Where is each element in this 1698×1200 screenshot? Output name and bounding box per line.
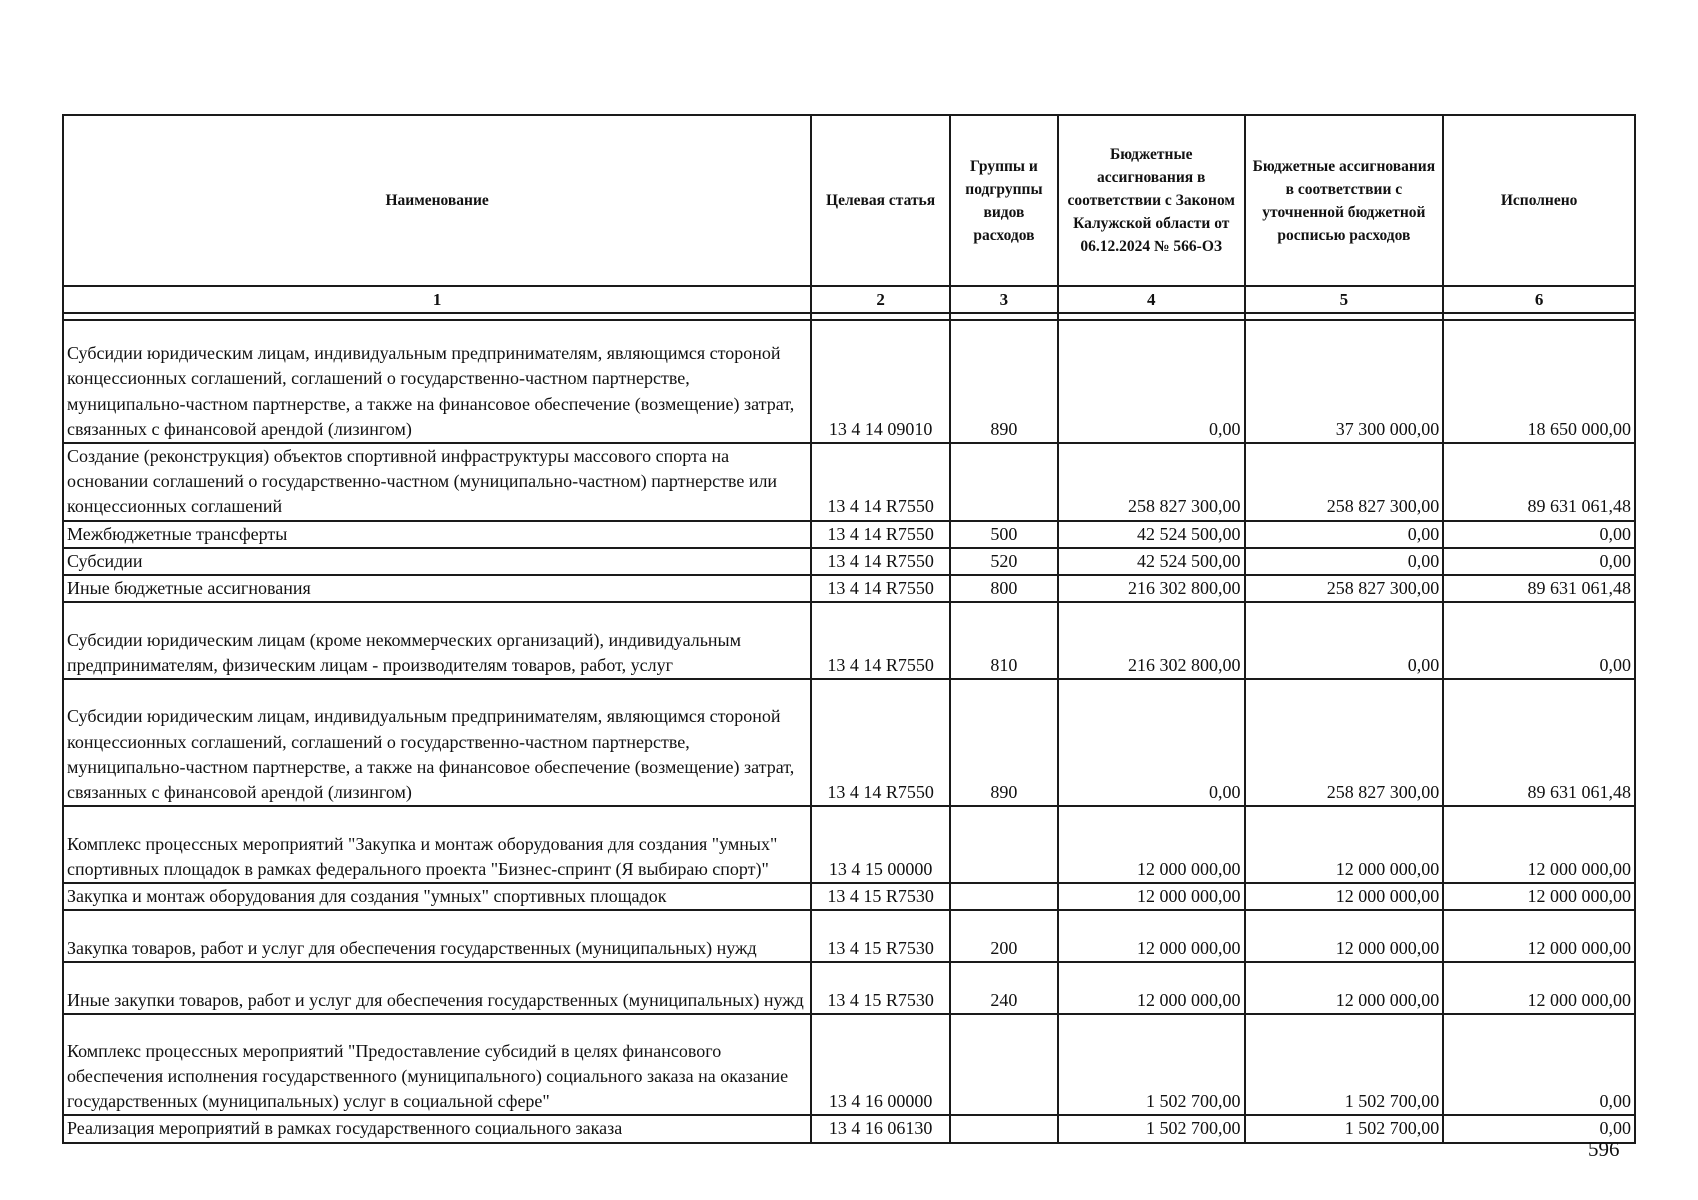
row-refined-amount: 0,00 bbox=[1245, 548, 1444, 575]
row-name: Иные закупки товаров, работ и услуг для обеспечения государственных (муниципальных) нужд bbox=[63, 962, 811, 1014]
row-executed-amount: 12 000 000,00 bbox=[1443, 962, 1635, 1014]
row-name: Реализация мероприятий в рамках государственного социального заказа bbox=[63, 1115, 811, 1142]
row-law-amount: 12 000 000,00 bbox=[1058, 962, 1245, 1014]
column-number: 3 bbox=[950, 286, 1058, 313]
row-target-article: 13 4 14 09010 bbox=[811, 320, 950, 443]
row-law-amount: 1 502 700,00 bbox=[1058, 1115, 1245, 1142]
column-number: 2 bbox=[811, 286, 950, 313]
row-name: Субсидии bbox=[63, 548, 811, 575]
row-expense-group: 240 bbox=[950, 962, 1058, 1014]
row-target-article: 13 4 14 R7550 bbox=[811, 679, 950, 806]
header-executed: Исполнено bbox=[1443, 115, 1635, 286]
row-law-amount: 12 000 000,00 bbox=[1058, 806, 1245, 883]
row-law-amount: 216 302 800,00 bbox=[1058, 575, 1245, 602]
row-law-amount: 42 524 500,00 bbox=[1058, 521, 1245, 548]
row-name: Создание (реконструкция) объектов спортивной инфраструктуры массового спорта на основании соглашений о государственно-частном (муниципально-частном) партнерстве или концессионных соглашений bbox=[63, 443, 811, 521]
row-expense-group bbox=[950, 1115, 1058, 1142]
row-expense-group bbox=[950, 883, 1058, 910]
row-target-article: 13 4 15 R7530 bbox=[811, 910, 950, 962]
row-expense-group bbox=[950, 443, 1058, 521]
budget-table bbox=[62, 114, 1636, 1144]
row-name: Закупка товаров, работ и услуг для обеспечения государственных (муниципальных) нужд bbox=[63, 910, 811, 962]
row-target-article: 13 4 14 R7550 bbox=[811, 575, 950, 602]
row-refined-amount: 258 827 300,00 bbox=[1245, 575, 1444, 602]
row-law-amount: 258 827 300,00 bbox=[1058, 443, 1245, 521]
header-refined-allocations: Бюджетные ассигнования в соответствии с уточненной бюджетной росписью расходов bbox=[1245, 115, 1444, 286]
row-name: Комплекс процессных мероприятий "Закупка и монтаж оборудования для создания "умных" спортивных площадок в рамках федерального проекта "Бизнес-спринт (Я выбираю спорт)" bbox=[63, 806, 811, 883]
row-name: Субсидии юридическим лицам, индивидуальным предпринимателям, являющимся стороной концессионных соглашений, соглашений о государственно-частном партнерстве, муниципально-частном партнерстве, а также на финансовое обеспечение (возмещение) затрат, связанных с финансовой арендой (лизингом) bbox=[63, 320, 811, 443]
table-row bbox=[63, 575, 1635, 602]
table-row bbox=[63, 962, 1635, 1014]
row-executed-amount: 89 631 061,48 bbox=[1443, 679, 1635, 806]
row-name: Субсидии юридическим лицам (кроме некоммерческих организаций), индивидуальным предпринимателям, физическим лицам - производителям товаров, работ, услуг bbox=[63, 602, 811, 679]
row-executed-amount: 0,00 bbox=[1443, 1014, 1635, 1115]
row-name: Субсидии юридическим лицам, индивидуальным предпринимателям, являющимся стороной концессионных соглашений, соглашений о государственно-частном партнерстве, муниципально-частном партнерстве, а также на финансовое обеспечение (возмещение) затрат, связанных с финансовой арендой (лизингом) bbox=[63, 679, 811, 806]
row-name: Межбюджетные трансферты bbox=[63, 521, 811, 548]
table-row bbox=[63, 910, 1635, 962]
row-target-article: 13 4 14 R7550 bbox=[811, 521, 950, 548]
row-law-amount: 1 502 700,00 bbox=[1058, 1014, 1245, 1115]
row-refined-amount: 12 000 000,00 bbox=[1245, 806, 1444, 883]
header-law-allocations: Бюджетные ассигнования в соответствии с Законом Калужской области от 06.12.2024 № 566-ОЗ bbox=[1058, 115, 1245, 286]
row-name: Закупка и монтаж оборудования для создания "умных" спортивных площадок bbox=[63, 883, 811, 910]
header-expense-groups: Группы и подгруппы видов расходов bbox=[950, 115, 1058, 286]
row-expense-group: 890 bbox=[950, 320, 1058, 443]
column-number: 4 bbox=[1058, 286, 1245, 313]
row-executed-amount: 89 631 061,48 bbox=[1443, 443, 1635, 521]
table-row bbox=[63, 443, 1635, 521]
header-name: Наименование bbox=[63, 115, 811, 286]
row-target-article: 13 4 14 R7550 bbox=[811, 548, 950, 575]
row-refined-amount: 1 502 700,00 bbox=[1245, 1115, 1444, 1142]
row-law-amount: 216 302 800,00 bbox=[1058, 602, 1245, 679]
row-executed-amount: 89 631 061,48 bbox=[1443, 575, 1635, 602]
row-name: Иные бюджетные ассигнования bbox=[63, 575, 811, 602]
row-expense-group: 520 bbox=[950, 548, 1058, 575]
row-expense-group: 800 bbox=[950, 575, 1058, 602]
row-target-article: 13 4 14 R7550 bbox=[811, 443, 950, 521]
row-law-amount: 12 000 000,00 bbox=[1058, 883, 1245, 910]
row-refined-amount: 12 000 000,00 bbox=[1245, 962, 1444, 1014]
row-expense-group bbox=[950, 1014, 1058, 1115]
row-target-article: 13 4 15 R7530 bbox=[811, 883, 950, 910]
page-number: 596 bbox=[1588, 1137, 1620, 1161]
table-row bbox=[63, 548, 1635, 575]
row-refined-amount: 37 300 000,00 bbox=[1245, 320, 1444, 443]
row-target-article: 13 4 14 R7550 bbox=[811, 602, 950, 679]
table-row bbox=[63, 806, 1635, 883]
row-executed-amount: 18 650 000,00 bbox=[1443, 320, 1635, 443]
row-refined-amount: 12 000 000,00 bbox=[1245, 910, 1444, 962]
row-refined-amount: 258 827 300,00 bbox=[1245, 679, 1444, 806]
table-row bbox=[63, 679, 1635, 806]
row-target-article: 13 4 16 06130 bbox=[811, 1115, 950, 1142]
row-law-amount: 0,00 bbox=[1058, 320, 1245, 443]
row-executed-amount: 12 000 000,00 bbox=[1443, 883, 1635, 910]
row-refined-amount: 12 000 000,00 bbox=[1245, 883, 1444, 910]
row-expense-group bbox=[950, 806, 1058, 883]
column-number: 5 bbox=[1245, 286, 1444, 313]
row-executed-amount: 0,00 bbox=[1443, 1115, 1635, 1142]
spacer-row bbox=[63, 313, 1635, 320]
row-expense-group: 200 bbox=[950, 910, 1058, 962]
row-law-amount: 12 000 000,00 bbox=[1058, 910, 1245, 962]
row-executed-amount: 12 000 000,00 bbox=[1443, 806, 1635, 883]
row-expense-group: 500 bbox=[950, 521, 1058, 548]
column-number: 6 bbox=[1443, 286, 1635, 313]
row-name: Комплекс процессных мероприятий "Предоставление субсидий в целях финансового обеспечения исполнения государственного (муниципального) социального заказа на оказание государственных (муниципальных) услуг в социальной сфере" bbox=[63, 1014, 811, 1115]
row-expense-group: 810 bbox=[950, 602, 1058, 679]
row-expense-group: 890 bbox=[950, 679, 1058, 806]
header-target-article: Целевая статья bbox=[811, 115, 950, 286]
row-executed-amount: 0,00 bbox=[1443, 521, 1635, 548]
table-row bbox=[63, 320, 1635, 443]
column-number-row bbox=[63, 286, 1635, 313]
row-target-article: 13 4 15 00000 bbox=[811, 806, 950, 883]
table-row bbox=[63, 1014, 1635, 1115]
row-refined-amount: 0,00 bbox=[1245, 602, 1444, 679]
row-law-amount: 0,00 bbox=[1058, 679, 1245, 806]
row-executed-amount: 0,00 bbox=[1443, 548, 1635, 575]
row-refined-amount: 1 502 700,00 bbox=[1245, 1014, 1444, 1115]
column-number: 1 bbox=[63, 286, 811, 313]
table-row bbox=[63, 1115, 1635, 1142]
table-row bbox=[63, 602, 1635, 679]
table-body bbox=[63, 320, 1635, 1143]
row-law-amount: 42 524 500,00 bbox=[1058, 548, 1245, 575]
row-refined-amount: 0,00 bbox=[1245, 521, 1444, 548]
row-executed-amount: 0,00 bbox=[1443, 602, 1635, 679]
row-executed-amount: 12 000 000,00 bbox=[1443, 910, 1635, 962]
table-row bbox=[63, 883, 1635, 910]
header-row bbox=[63, 115, 1635, 286]
row-refined-amount: 258 827 300,00 bbox=[1245, 443, 1444, 521]
row-target-article: 13 4 15 R7530 bbox=[811, 962, 950, 1014]
table-row bbox=[63, 521, 1635, 548]
row-target-article: 13 4 16 00000 bbox=[811, 1014, 950, 1115]
